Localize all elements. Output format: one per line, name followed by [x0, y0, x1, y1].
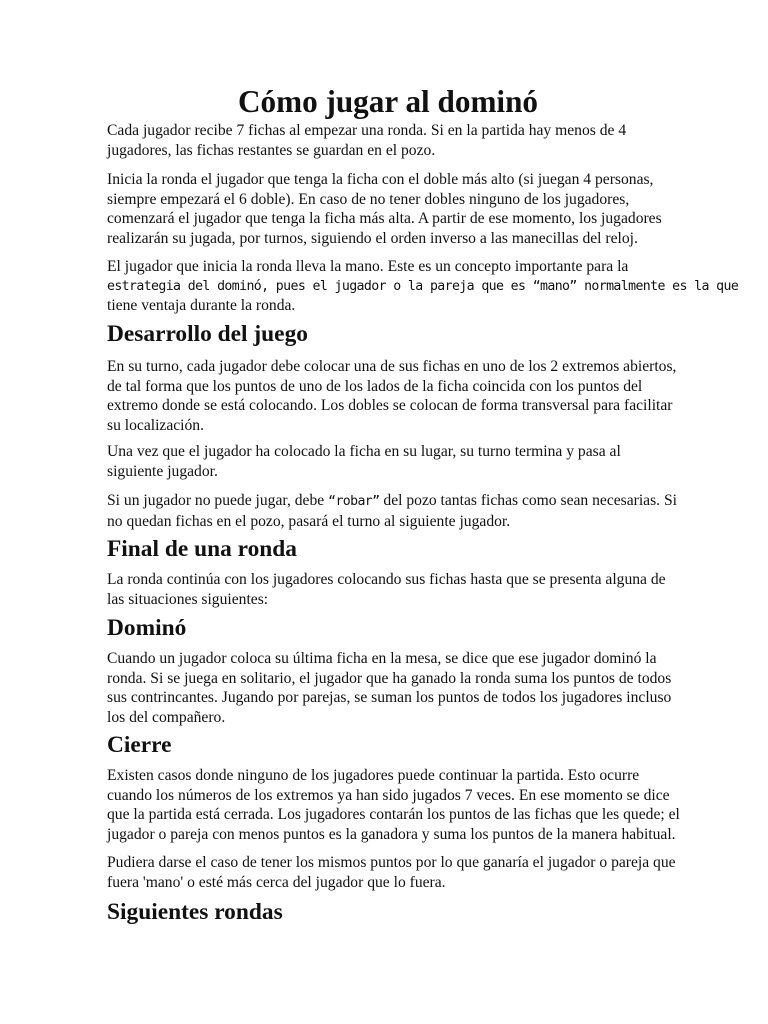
- paragraph-cierre: [107, 766, 680, 844]
- heading-cierre: Cierre: [107, 732, 172, 758]
- text-line: [107, 491, 677, 512]
- text-line: Pudiera darse el caso de tener los mismos puntos por lo que ganaría el jugador o pareja que: [107, 854, 676, 871]
- text-line: comenzará el jugador que tenga la ficha más alta. A partir de ese momento, los jugadores: [107, 210, 662, 227]
- paragraph-situaciones: [107, 570, 669, 609]
- text-segment-robar: “robar”: [328, 494, 380, 509]
- text-line: su localización.: [107, 416, 204, 434]
- text-line: fuera 'mano' o esté más cerca del jugador que lo fuera.: [107, 873, 446, 891]
- text-line: sus contrincantes. Jugando por parejas, se suman los puntos de todos los jugadores incluso: [107, 689, 672, 706]
- paragraph-inicio-ronda: [107, 170, 669, 248]
- text-segment: Si un jugador no puede jugar, debe: [107, 492, 329, 509]
- text-line: cuando los números de los extremos ya han sido jugados 7 veces. En ese momento se dice: [107, 786, 670, 804]
- heading-final-ronda: Final de una ronda: [107, 536, 298, 562]
- text-line: siguiente jugador.: [107, 462, 218, 480]
- text-line: los del compañero.: [107, 708, 226, 726]
- text-segment: del pozo tantas fichas como sean necesarias. Si: [379, 492, 677, 509]
- text-line: Inicia la ronda el jugador que tenga la ficha con el doble más alto (si juegan 4 personas,: [107, 171, 654, 188]
- paragraph-fin-turno: [107, 442, 669, 481]
- paragraph-turno: [107, 357, 677, 435]
- paragraph-empate: [107, 853, 676, 892]
- text-line: realizarán su jugada, por turnos, siguiendo el orden inverso a las manecillas del reloj.: [107, 229, 638, 247]
- text-line: En su turno, cada jugador debe colocar una de sus fichas en uno de los 2 extremos abiertos,: [107, 358, 677, 375]
- text-line: no quedan fichas en el pozo, pasará el turno al siguiente jugador.: [107, 512, 511, 530]
- text-line: estrategia del dominó, pues el jugador o la pareja que es “mano” normalmente es la que: [107, 278, 739, 294]
- text-line: tiene ventaja durante la ronda.: [107, 297, 296, 314]
- text-line: las situaciones siguientes:: [107, 590, 269, 608]
- text-line: Cuando un jugador coloca su última ficha en la mesa, se dice que ese jugador dominó la: [107, 650, 657, 667]
- text-line: de tal forma que los puntos de uno de los lados de la ficha coincida con los puntos del: [107, 377, 643, 395]
- heading-domino: Dominó: [107, 615, 187, 641]
- paragraph-robar: [107, 491, 677, 531]
- text-line: Cada jugador recibe 7 fichas al empezar una ronda. Si en la partida hay menos de 4: [107, 122, 627, 139]
- text-line: extremo donde se está colocando. Los dobles se colocan de forma transversal para facilitar: [107, 397, 673, 414]
- text-line: jugador o pareja con menos puntos es la ganadora y suma los puntos de la manera habitual.: [107, 825, 676, 843]
- text-line: jugadores, las fichas restantes se guardan en el pozo.: [107, 141, 436, 159]
- paragraph-fichas-iniciales: [107, 121, 669, 160]
- text-line: ronda. Si se juega en solitario, el jugador que ha ganado la ronda suma los puntos de todos: [107, 669, 672, 687]
- text-line: Existen casos donde ninguno de los jugadores puede continuar la partida. Esto ocurre: [107, 767, 640, 784]
- paragraph-domino: [107, 649, 672, 727]
- document-title: Cómo jugar al dominó: [237, 84, 539, 119]
- text-line: siempre empezará el 6 doble). En caso de no tener dobles ninguno de los jugadores,: [107, 190, 630, 208]
- text-line: El jugador que inicia la ronda lleva la mano. Este es un concepto importante para la: [107, 258, 629, 275]
- heading-siguientes-rondas: Siguientes rondas: [107, 899, 283, 925]
- text-line: La ronda continúa con los jugadores colocando sus fichas hasta que se presenta alguna de: [107, 571, 666, 588]
- paragraph-mano: [107, 257, 739, 316]
- text-line: Una vez que el jugador ha colocado la ficha en su lugar, su turno termina y pasa al: [107, 443, 621, 460]
- text-line: que la partida está cerrada. Los jugadores contarán los puntos de las fichas que les quede; el: [107, 806, 680, 823]
- heading-desarrollo: Desarrollo del juego: [107, 321, 308, 347]
